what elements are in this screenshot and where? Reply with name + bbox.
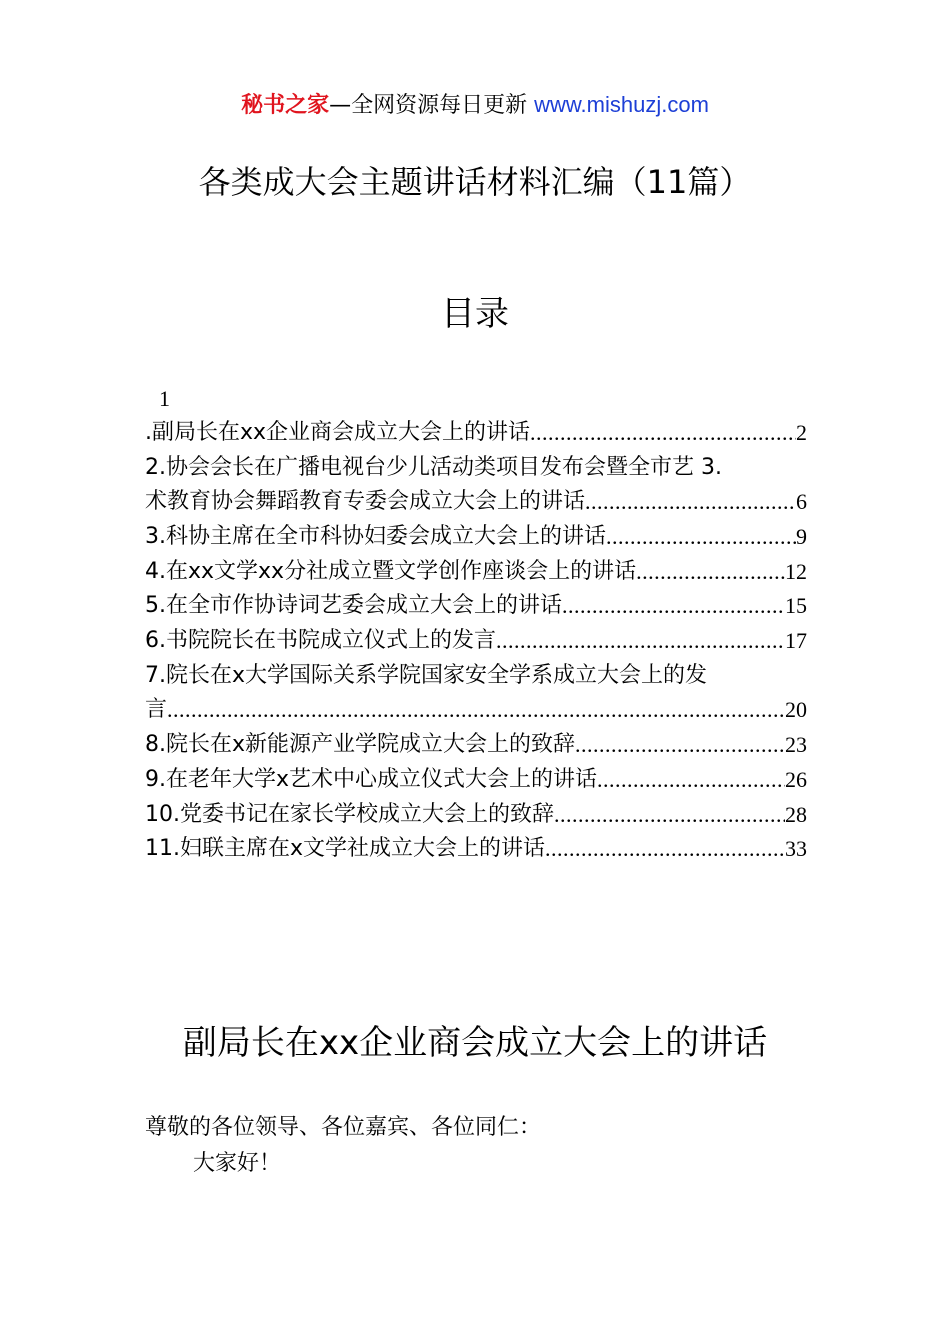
toc-entry[interactable] <box>145 624 807 659</box>
salutation: 尊敬的各位领导、各位嘉宾、各位同仁： <box>145 1115 542 1140</box>
speech-title: 副局长在xx企业商会成立大会上的讲话 <box>182 1023 768 1063</box>
toc-leader <box>545 832 785 867</box>
toc-entry[interactable] <box>145 589 807 624</box>
toc-page-number: 33 <box>785 836 807 862</box>
toc-leader <box>636 555 785 590</box>
toc-leader <box>606 520 796 555</box>
toc-entry-text: .副局长在xx企业商会成立大会上的讲话 <box>145 419 531 445</box>
toc-entry-text: 2.协会会长在广播电视台少儿活动类项目发布会暨全市艺 3. <box>145 454 722 480</box>
toc-entry-text: 7.院长在x大学国际关系学院国家安全学系成立大会上的发 <box>145 662 708 688</box>
toc-entry-text: 言 <box>145 697 168 723</box>
header-tagline: —全网资源每日更新 <box>329 93 535 118</box>
toc-entry-text: 4.在xx文学xx分社成立暨文学创作座谈会上的讲话 <box>145 558 637 584</box>
toc-entry[interactable] <box>145 451 807 486</box>
toc-page-number: 15 <box>785 593 807 619</box>
toc-leader <box>597 763 785 798</box>
toc-entry-text: 6.书院院长在书院成立仪式上的发言 <box>145 628 496 654</box>
toc-entry-text: 术教育协会舞蹈教育专委会成立大会上的讲话 <box>145 489 586 515</box>
greeting: 大家好！ <box>193 1151 282 1176</box>
toc-page-number: 12 <box>785 558 807 584</box>
toc-entry-text: 10.党委书记在家长学校成立大会上的致辞 <box>145 801 554 827</box>
toc-page-number: 6 <box>796 489 807 515</box>
toc-leader <box>496 624 785 659</box>
toc-entry[interactable] <box>145 798 807 833</box>
toc-entry[interactable] <box>145 416 807 451</box>
brand-name: 秘书之家 <box>241 93 330 118</box>
toc-page-number: 26 <box>785 766 807 792</box>
toc-leader <box>530 416 796 451</box>
site-url-link[interactable]: www.mishuzj.com <box>534 92 709 117</box>
toc-leader <box>554 798 785 833</box>
table-of-contents <box>145 382 807 867</box>
toc-page-number: 20 <box>785 697 807 723</box>
toc-leader <box>575 728 785 763</box>
toc-first-number: 1 <box>159 386 170 411</box>
toc-entry[interactable] <box>145 763 807 798</box>
toc-entry-text: 8.院长在x新能源产业学院成立大会上的致辞 <box>145 732 576 758</box>
toc-page-number: 28 <box>785 801 807 827</box>
toc-entry[interactable] <box>145 485 807 520</box>
document-title: 各类成大会主题讲话材料汇编（11篇） <box>198 163 752 201</box>
site-header <box>0 90 950 121</box>
toc-entry-text: 11.妇联主席在x文学社成立大会上的讲话 <box>145 836 546 862</box>
toc-entry[interactable] <box>145 555 807 590</box>
toc-entry[interactable] <box>145 728 807 763</box>
toc-entry[interactable] <box>145 520 807 555</box>
toc-leader <box>585 485 796 520</box>
toc-entry-text: 5.在全市作协诗词艺委会成立大会上的讲话 <box>145 593 562 619</box>
toc-page-number: 2 <box>796 419 807 445</box>
toc-page-number: 23 <box>785 732 807 758</box>
toc-leader <box>562 589 785 624</box>
toc-entry[interactable] <box>145 659 807 694</box>
toc-page-number: 9 <box>796 524 807 550</box>
toc-entry-text: 9.在老年大学x艺术中心成立仪式大会上的讲话 <box>145 766 598 792</box>
toc-leader <box>167 694 785 729</box>
toc-page-number: 17 <box>785 628 807 654</box>
toc-heading: 目录 <box>441 294 509 334</box>
toc-entry[interactable] <box>145 832 807 867</box>
toc-entry-text: 3.科协主席在全市科协妇委会成立大会上的讲话 <box>145 524 606 550</box>
toc-entry[interactable] <box>145 694 807 729</box>
